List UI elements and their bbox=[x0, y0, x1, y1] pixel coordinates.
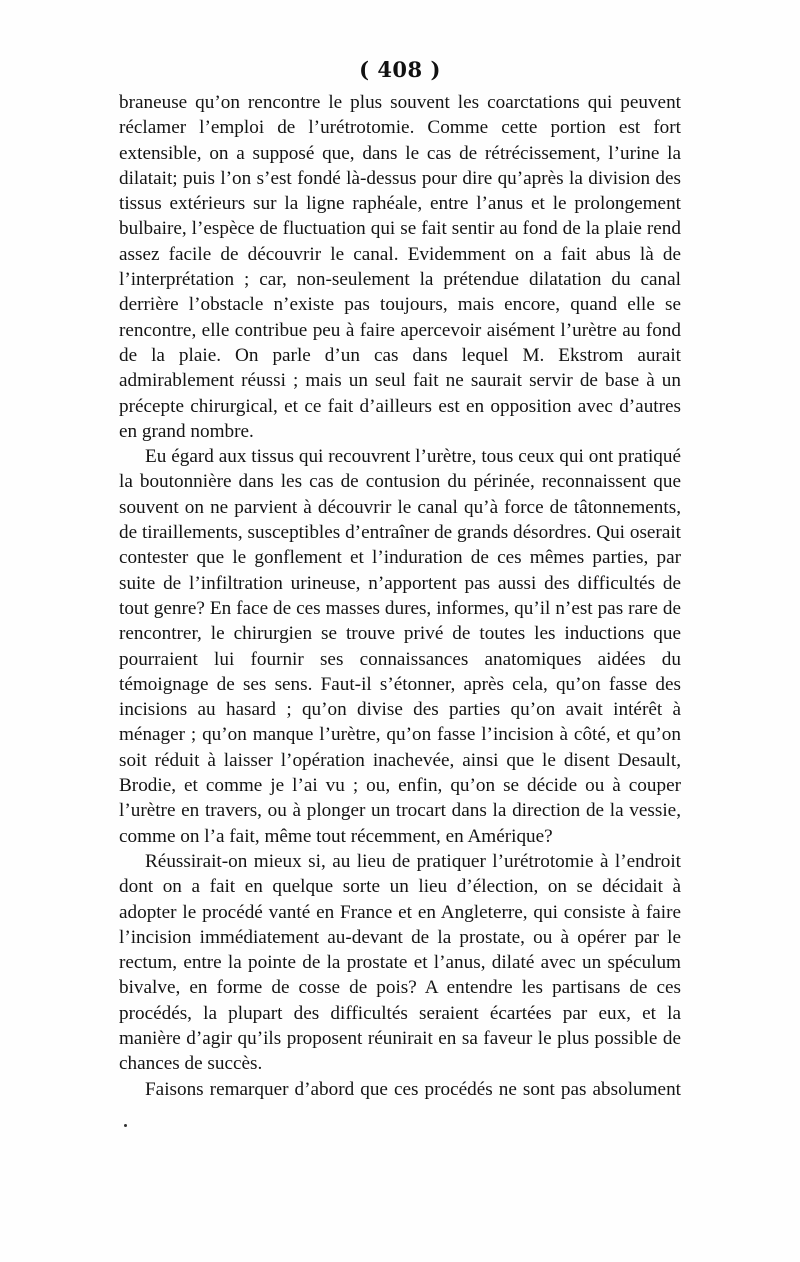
page-number: ( 408 ) bbox=[359, 57, 441, 82]
body-text bbox=[119, 90, 681, 1102]
paragraph-1: braneuse qu’on rencontre le plus souvent les coarctations qui peuvent réclamer l’emploi de l’urétrotomie. Comme cette portion est fort extensible, on a supposé que, dans le cas de rétrécissement, l’urine la dilatait; puis l’on s’est fondé là-dessus pour dire qu’après la division des tissus extérieurs sur la ligne raphéale, entre l’anus et le prolongement bulbaire, l’espèce de fluctuation qui se fait sentir au fond de la plaie rend assez facile de découvrir le canal. Evidemment on a fait abus là de l’interprétation ; car, non-seulement la prétendue dilatation du canal derrière l’obstacle n’existe pas toujours, mais encore, quand elle se rencontre, elle contribue peu à faire apercevoir aisément l’urètre au fond de la plaie. On parle d’un cas dans lequel M. Ekstrom aurait admirablement réussi ; mais un seul fait ne saurait servir de base à un précepte chirurgical, et ce fait d’ailleurs est en opposition avec d’autres en grand nombre. bbox=[119, 92, 681, 442]
paragraph-4: Faisons remarquer d’abord que ces procédés ne sont pas absolument bbox=[145, 1078, 681, 1100]
paragraph-2: Eu égard aux tissus qui recouvrent l’urètre, tous ceux qui ont pratiqué la boutonnière dans les cas de contusion du périnée, reconnaissent que souvent on ne parvient à découvrir le canal qu’à force de tâtonnements, de tiraillements, susceptibles d’entraîner de grands désordres. Qui oserait contester que le gonflement et l’induration de ces mêmes parties, par suite de l’infiltration urineuse, n’apportent pas aussi des difficultés de tout genre? En face de ces masses dures, informes, qu’il n’est pas rare de rencontrer, le chirurgien se trouve privé de toutes les inductions que pourraient lui fournir ses connaissances anatomiques aidées du témoignage de ses sens. Faut-il s’étonner, après cela, qu’on fasse des incisions au hasard ; qu’on divise des parties qu’on avait intérêt à ménager ; qu’on manque l’urètre, qu’on fasse l’incision à côté, et qu’on soit réduit à laisser l’opération inachevée, ainsi que le disent Desault, Brodie, et comme je l’ai vu ; ou, enfin, qu’on se décide ou à couper l’urètre en travers, ou à plonger un trocart dans la direction de la vessie, comme on l’a fait, même tout récemment, en Amérique? bbox=[119, 446, 681, 847]
ink-dot-mark bbox=[124, 1124, 127, 1127]
paragraph-3: Réussirait-on mieux si, au lieu de pratiquer l’urétrotomie à l’endroit dont on a fait en quelque sorte un lieu d’élection, on se décidait à adopter le procédé vanté en France et en Angleterre, qui consiste à faire l’incision immédiatement au-devant de la prostate, ou à opérer par le rectum, entre la pointe de la prostate et l’anus, dilaté avec un spéculum bivalve, en forme de cosse de pois? A entendre les partisans de ces procédés, la plupart des difficultés seraient écartées par eux, et la manière d’agir qu’ils proposent réunirait en sa faveur le plus possible de chances de succès. bbox=[119, 850, 681, 1075]
